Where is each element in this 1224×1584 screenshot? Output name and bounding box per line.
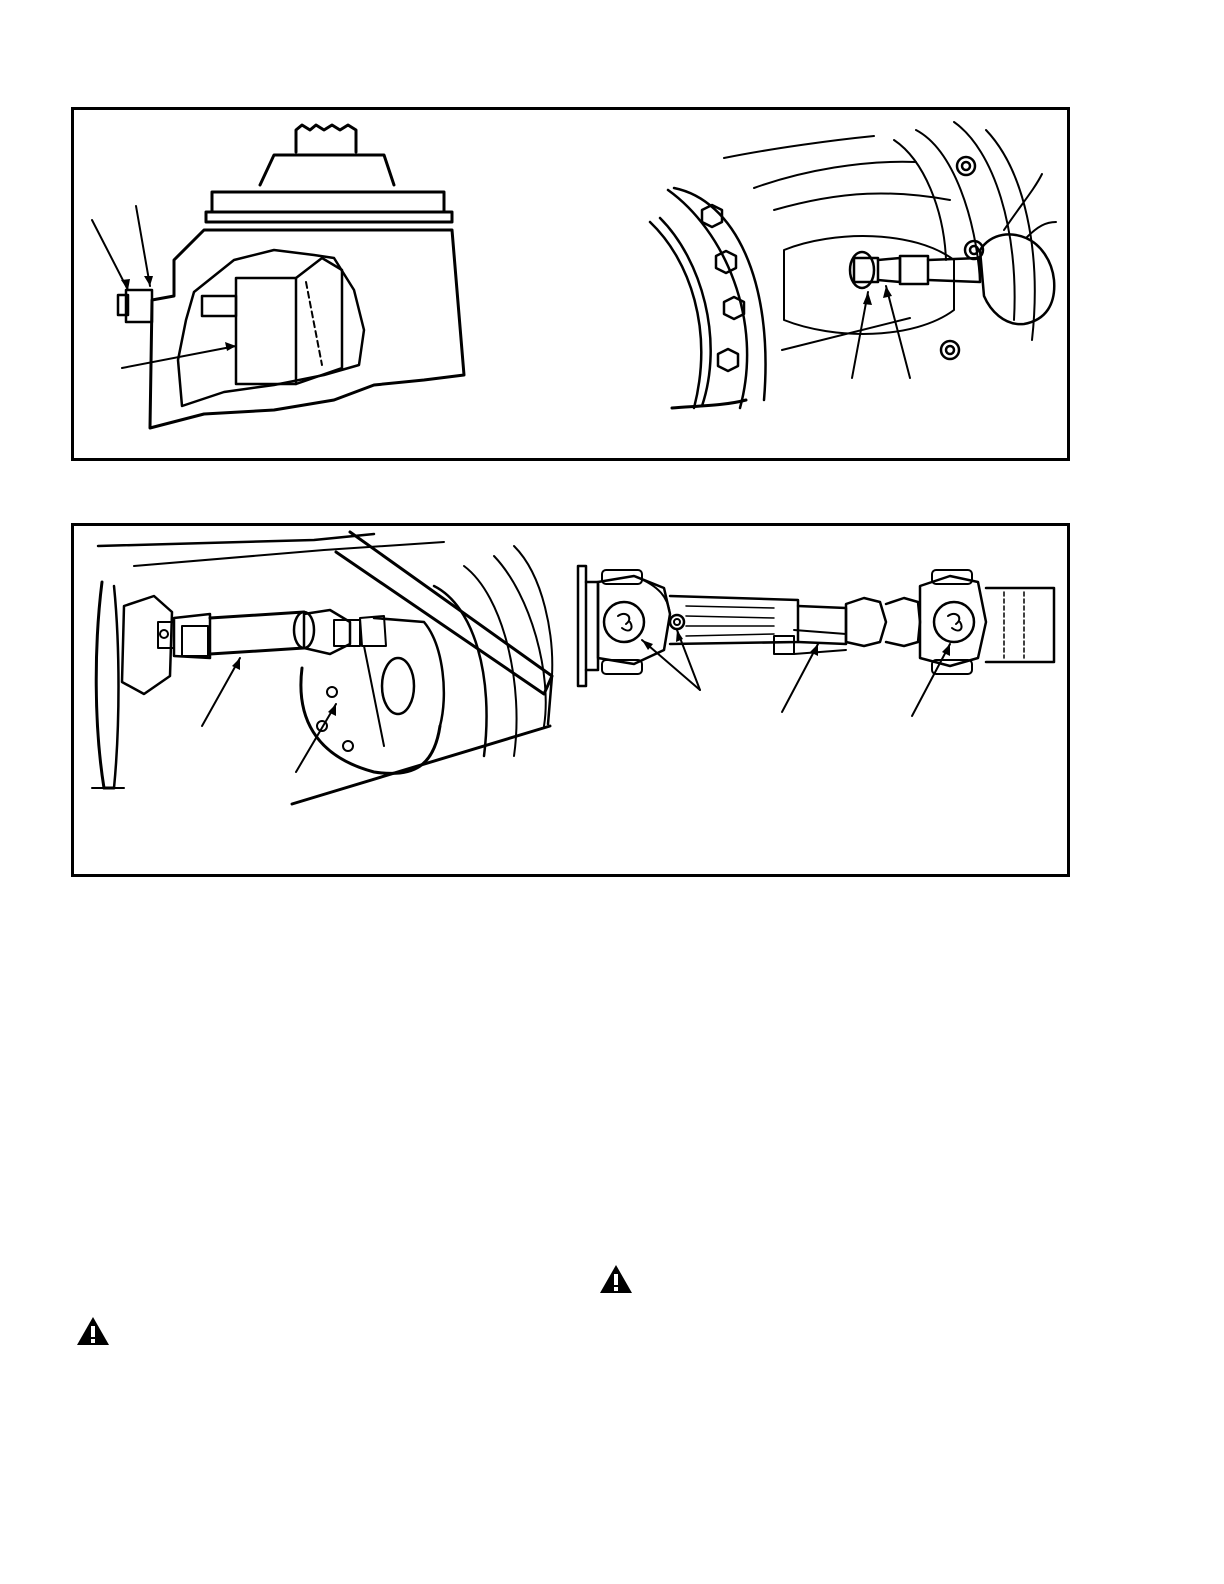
figure-panel-bottom: [71, 523, 1070, 877]
wheel-hub-illustration: [650, 122, 1056, 408]
figure-panel-top: [71, 107, 1070, 461]
figure-bottom-svg: [74, 526, 1067, 874]
figure-top-svg: [74, 110, 1067, 458]
driveline-detail-illustration: [578, 566, 1054, 716]
gearbox-illustration: [92, 125, 464, 428]
warning-triangle-icon: [76, 1316, 110, 1346]
warning-triangle-icon: [599, 1264, 633, 1294]
installed-driveline-illustration: [92, 532, 552, 804]
